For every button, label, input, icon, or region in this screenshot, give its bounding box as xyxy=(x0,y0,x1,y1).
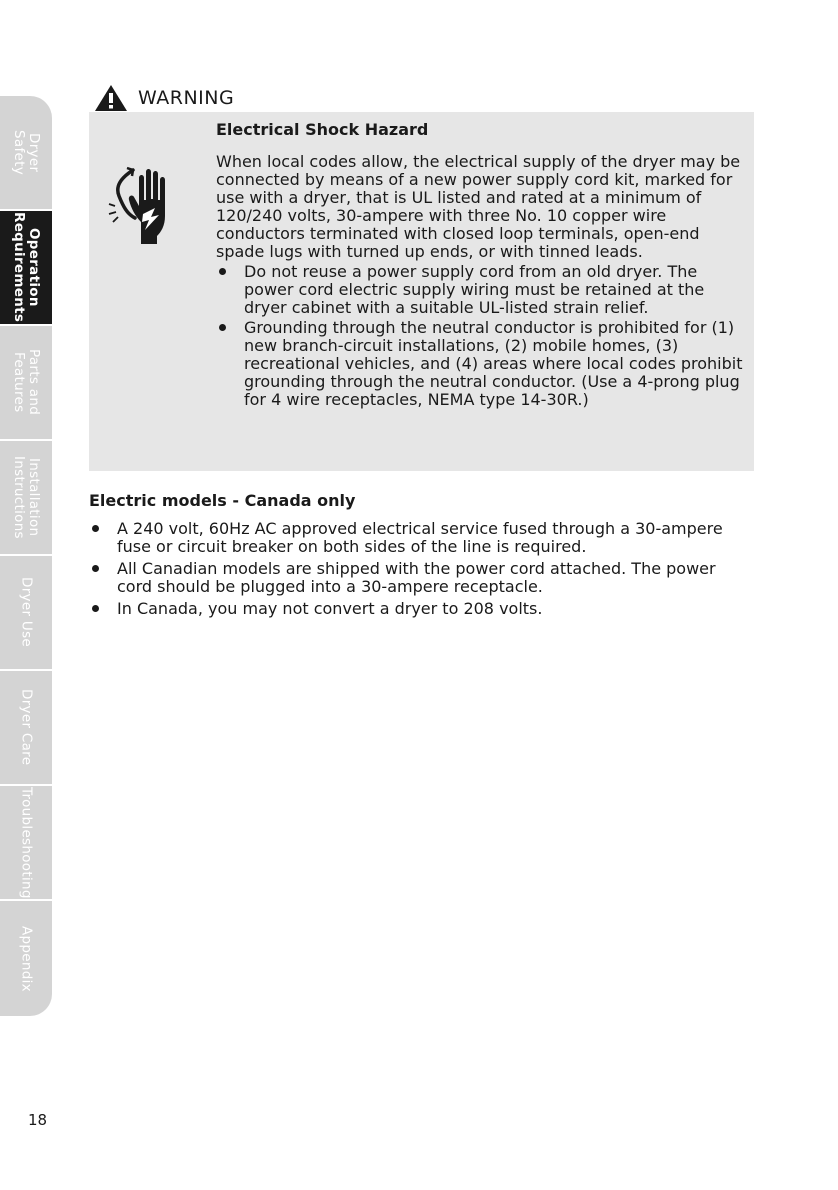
bullet-icon xyxy=(219,324,226,331)
tab-label: Dryer Safety xyxy=(11,130,42,175)
warning-header xyxy=(94,84,234,112)
tab-label: Operation Requirements xyxy=(11,212,42,323)
list-item-text: Do not reuse a power supply cord from an old dryer. The power cord electric supply wiring must be retained at the dryer cabinet with a suitable UL-listed strain relief. xyxy=(244,262,705,317)
tab-dryer-safety[interactable] xyxy=(0,96,52,211)
bullet-icon xyxy=(92,605,99,612)
side-tabs xyxy=(0,96,52,1016)
bullet-icon xyxy=(219,268,226,275)
page-number: 18 xyxy=(28,1111,48,1129)
list-item xyxy=(89,560,754,596)
warning-word: WARNING xyxy=(138,87,235,109)
list-item-text: All Canadian models are shipped with the power cord attached. The power cord should be plugged into a 30-ampere receptacle. xyxy=(117,559,716,596)
tab-troubleshooting[interactable] xyxy=(0,786,52,901)
tab-installation-instructions[interactable] xyxy=(0,441,52,556)
warning-body xyxy=(216,120,744,409)
canada-section xyxy=(89,490,754,618)
warning-intro: When local codes allow, the electrical supply of the dryer may be connected by means of a new power supply cord kit, marked for use with a dryer, that is UL listed and rated at a minimum of 120/240 volts, 30-ampere with three No. 10 copper wire conductors terminated with closed loop terminals, open-end spade lugs with turned up ends, or with tinned leads. xyxy=(216,152,741,261)
bullet-icon xyxy=(92,525,99,532)
tab-appendix[interactable] xyxy=(0,901,52,1016)
tab-label: Dryer Care xyxy=(18,689,35,766)
tab-dryer-care[interactable] xyxy=(0,671,52,786)
list-item xyxy=(216,319,744,409)
warning-bullet-list xyxy=(216,263,744,409)
electrical-shock-hand-icon xyxy=(107,164,195,254)
list-item-text: Grounding through the neutral conductor is prohibited for (1) new branch-circuit installations, (2) mobile homes, (3) recreational vehicles, and (4) areas where local codes prohibit grounding through the neutral conductor. (Use a 4-prong plug for 4 wire receptacles, NEMA type 14-30R.) xyxy=(244,318,743,409)
list-item xyxy=(216,263,744,317)
tab-label: Dryer Use xyxy=(18,577,35,648)
warning-box xyxy=(89,112,754,471)
warning-triangle-icon xyxy=(94,84,128,112)
tab-label: Appendix xyxy=(18,925,35,992)
list-item xyxy=(89,520,754,556)
tab-label: Parts and Features xyxy=(11,349,42,416)
tab-dryer-use[interactable] xyxy=(0,556,52,671)
tab-parts-and-features[interactable] xyxy=(0,326,52,441)
list-item xyxy=(89,600,754,618)
list-item-text: In Canada, you may not convert a dryer to 208 volts. xyxy=(117,599,543,618)
bullet-icon xyxy=(92,565,99,572)
hazard-title: Electrical Shock Hazard xyxy=(216,120,429,139)
canada-bullet-list xyxy=(89,520,754,618)
section-heading: Electric models - Canada only xyxy=(89,491,356,510)
tab-label: Troubleshooting xyxy=(18,786,35,899)
tab-label: Installation Instructions xyxy=(11,456,42,539)
list-item-text: A 240 volt, 60Hz AC approved electrical service fused through a 30-ampere fuse or circuit breaker on both sides of the line is required. xyxy=(117,519,723,556)
tab-operation-requirements[interactable] xyxy=(0,211,52,326)
